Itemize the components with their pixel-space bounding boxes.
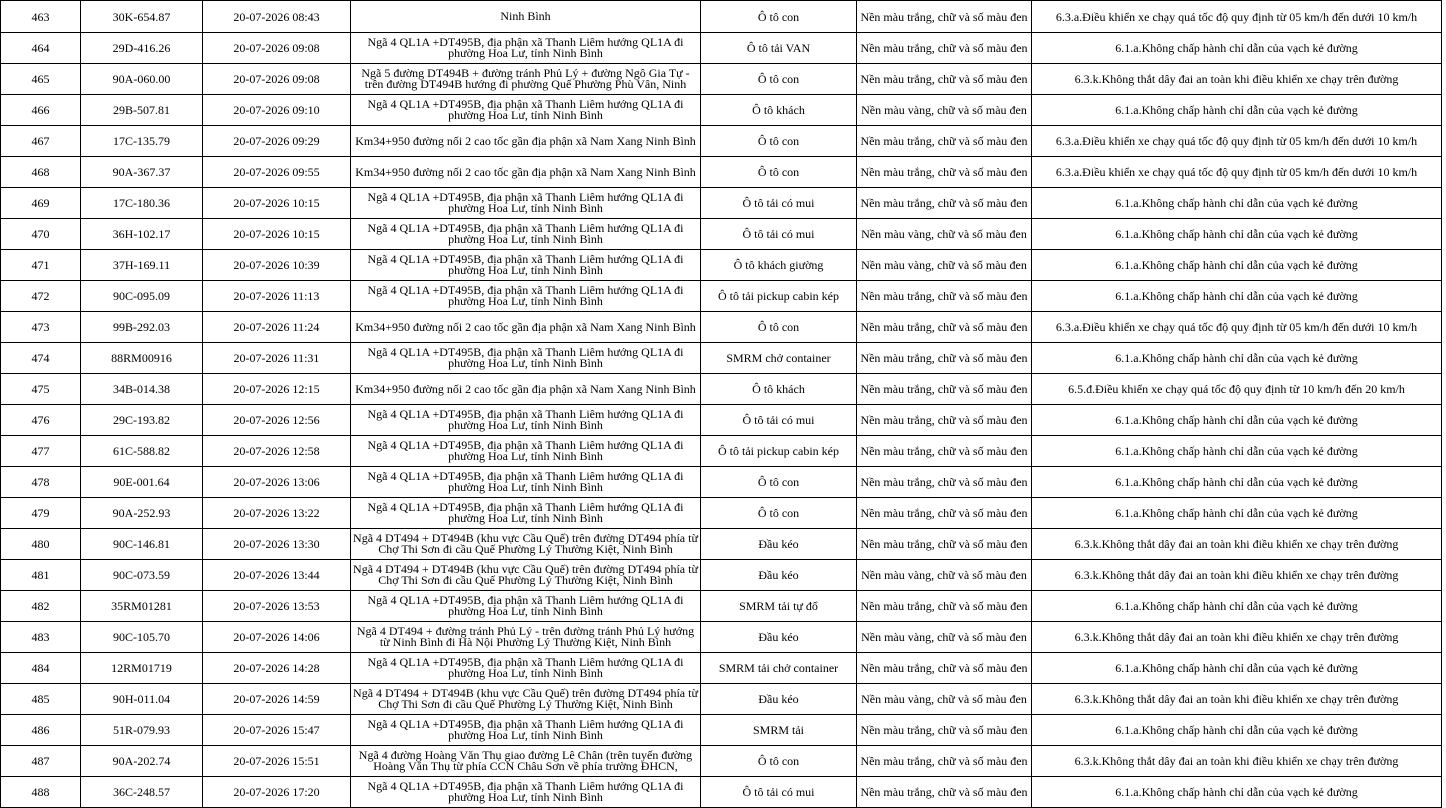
plate-number-cell: 29C-193.82: [81, 405, 203, 436]
row-number-cell: 468: [1, 157, 81, 188]
location-cell: Ngã 4 QL1A +DT495B, địa phận xã Thanh Liêm hướng QL1A đi phường Hoa Lư, tỉnh Ninh Bình: [351, 219, 701, 250]
plate-number-cell: 90A-367.37: [81, 157, 203, 188]
plate-color-cell: Nền màu vàng, chữ và số màu đen: [857, 560, 1032, 591]
violation-cell: 6.1.a.Không chấp hành chỉ dẫn của vạch kẻ đường: [1032, 343, 1442, 374]
violation-cell: 6.3.k.Không thắt dây đai an toàn khi điều khiển xe chạy trên đường: [1032, 684, 1442, 715]
table-row: [1, 281, 1442, 312]
plate-number-cell: 29B-507.81: [81, 95, 203, 126]
row-number-cell: 475: [1, 374, 81, 405]
row-number-cell: 463: [1, 1, 81, 33]
violation-cell: 6.3.k.Không thắt dây đai an toàn khi điều khiển xe chạy trên đường: [1032, 64, 1442, 95]
timestamp-cell: 20-07-2026 15:47: [203, 715, 351, 746]
timestamp-cell: 20-07-2026 13:44: [203, 560, 351, 591]
violation-cell: 6.1.a.Không chấp hành chỉ dẫn của vạch kẻ đường: [1032, 715, 1442, 746]
timestamp-cell: 20-07-2026 11:13: [203, 281, 351, 312]
vehicle-type-cell: Ô tô con: [701, 126, 857, 157]
vehicle-type-cell: Ô tô con: [701, 64, 857, 95]
plate-number-cell: 34B-014.38: [81, 374, 203, 405]
violation-cell: 6.1.a.Không chấp hành chỉ dẫn của vạch kẻ đường: [1032, 405, 1442, 436]
timestamp-cell: 20-07-2026 11:31: [203, 343, 351, 374]
vehicle-type-cell: Ô tô con: [701, 1, 857, 33]
timestamp-cell: 20-07-2026 15:51: [203, 746, 351, 777]
plate-number-cell: 36H-102.17: [81, 219, 203, 250]
timestamp-cell: 20-07-2026 09:55: [203, 157, 351, 188]
violation-cell: 6.1.a.Không chấp hành chỉ dẫn của vạch kẻ đường: [1032, 281, 1442, 312]
table-row: [1, 436, 1442, 467]
violation-cell: 6.1.a.Không chấp hành chỉ dẫn của vạch kẻ đường: [1032, 591, 1442, 622]
table-row: [1, 1, 1442, 33]
table-row: [1, 777, 1442, 808]
table-row: [1, 126, 1442, 157]
vehicle-type-cell: Đầu kéo: [701, 529, 857, 560]
plate-number-cell: 90C-073.59: [81, 560, 203, 591]
table-row: [1, 33, 1442, 64]
plate-color-cell: Nền màu trắng, chữ và số màu đen: [857, 436, 1032, 467]
plate-number-cell: 90A-060.00: [81, 64, 203, 95]
vehicle-type-cell: SMRM chở container: [701, 343, 857, 374]
plate-number-cell: 90C-095.09: [81, 281, 203, 312]
vehicle-type-cell: Đầu kéo: [701, 560, 857, 591]
row-number-cell: 487: [1, 746, 81, 777]
plate-color-cell: Nền màu trắng, chữ và số màu đen: [857, 126, 1032, 157]
plate-color-cell: Nền màu vàng, chữ và số màu đen: [857, 219, 1032, 250]
row-number-cell: 483: [1, 622, 81, 653]
table-row: [1, 374, 1442, 405]
timestamp-cell: 20-07-2026 13:22: [203, 498, 351, 529]
location-cell: Ninh Bình: [351, 1, 701, 33]
plate-number-cell: 36C-248.57: [81, 777, 203, 808]
plate-number-cell: 51R-079.93: [81, 715, 203, 746]
plate-number-cell: 90C-146.81: [81, 529, 203, 560]
row-number-cell: 478: [1, 467, 81, 498]
table-row: [1, 622, 1442, 653]
plate-color-cell: Nền màu trắng, chữ và số màu đen: [857, 591, 1032, 622]
table-row: [1, 653, 1442, 684]
plate-color-cell: Nền màu trắng, chữ và số màu đen: [857, 1, 1032, 33]
violation-table-body: [1, 1, 1442, 808]
violation-cell: 6.3.a.Điều khiển xe chạy quá tốc độ quy định từ 05 km/h đến dưới 10 km/h: [1032, 126, 1442, 157]
vehicle-type-cell: Ô tô tải có mui: [701, 188, 857, 219]
row-number-cell: 474: [1, 343, 81, 374]
plate-number-cell: 35RM01281: [81, 591, 203, 622]
plate-color-cell: Nền màu trắng, chữ và số màu đen: [857, 467, 1032, 498]
table-row: [1, 498, 1442, 529]
violation-cell: 6.3.k.Không thắt dây đai an toàn khi điều khiển xe chạy trên đường: [1032, 560, 1442, 591]
plate-number-cell: 90A-202.74: [81, 746, 203, 777]
plate-number-cell: 61C-588.82: [81, 436, 203, 467]
location-cell: Km34+950 đường nối 2 cao tốc gần địa phận xã Nam Xang Ninh Bình: [351, 312, 701, 343]
row-number-cell: 472: [1, 281, 81, 312]
table-row: [1, 312, 1442, 343]
vehicle-type-cell: Ô tô con: [701, 467, 857, 498]
plate-color-cell: Nền màu trắng, chữ và số màu đen: [857, 653, 1032, 684]
plate-color-cell: Nền màu trắng, chữ và số màu đen: [857, 64, 1032, 95]
plate-color-cell: Nền màu trắng, chữ và số màu đen: [857, 343, 1032, 374]
location-cell: Ngã 4 DT494 + DT494B (khu vực Cầu Quế) trên đường DT494 phía từ Chợ Thi Sơn đi cầu Quế Phường Lý Thường Kiệt, Ninh Bình: [351, 560, 701, 591]
plate-number-cell: 90H-011.04: [81, 684, 203, 715]
table-row: [1, 343, 1442, 374]
plate-color-cell: Nền màu trắng, chữ và số màu đen: [857, 188, 1032, 219]
vehicle-type-cell: Ô tô khách: [701, 95, 857, 126]
location-cell: Ngã 4 DT494 + DT494B (khu vực Cầu Quế) trên đường DT494 phía từ Chợ Thi Sơn đi cầu Quế Phường Lý Thường Kiệt, Ninh Bình: [351, 684, 701, 715]
vehicle-type-cell: Ô tô tải có mui: [701, 405, 857, 436]
location-cell: Ngã 4 QL1A +DT495B, địa phận xã Thanh Liêm hướng QL1A đi phường Hoa Lư, tỉnh Ninh Bình: [351, 281, 701, 312]
vehicle-type-cell: Ô tô khách: [701, 374, 857, 405]
plate-color-cell: Nền màu vàng, chữ và số màu đen: [857, 250, 1032, 281]
violation-cell: 6.3.a.Điều khiển xe chạy quá tốc độ quy định từ 05 km/h đến dưới 10 km/h: [1032, 1, 1442, 33]
vehicle-type-cell: Đầu kéo: [701, 684, 857, 715]
location-cell: Ngã 5 đường DT494B + đường tránh Phủ Lý + đường Ngô Gia Tự - trên đường DT494B hướng đi phường Quế Phường Phù Vân, Ninh: [351, 64, 701, 95]
plate-color-cell: Nền màu vàng, chữ và số màu đen: [857, 684, 1032, 715]
vehicle-type-cell: Ô tô con: [701, 157, 857, 188]
timestamp-cell: 20-07-2026 13:53: [203, 591, 351, 622]
timestamp-cell: 20-07-2026 09:10: [203, 95, 351, 126]
location-cell: Ngã 4 QL1A +DT495B, địa phận xã Thanh Liêm hướng QL1A đi phường Hoa Lư, tỉnh Ninh Bình: [351, 715, 701, 746]
plate-color-cell: Nền màu vàng, chữ và số màu đen: [857, 622, 1032, 653]
row-number-cell: 488: [1, 777, 81, 808]
plate-color-cell: Nền màu trắng, chữ và số màu đen: [857, 777, 1032, 808]
plate-number-cell: 99B-292.03: [81, 312, 203, 343]
violation-cell: 6.3.a.Điều khiển xe chạy quá tốc độ quy định từ 05 km/h đến dưới 10 km/h: [1032, 157, 1442, 188]
timestamp-cell: 20-07-2026 13:06: [203, 467, 351, 498]
plate-number-cell: 90C-105.70: [81, 622, 203, 653]
vehicle-type-cell: Ô tô tải có mui: [701, 777, 857, 808]
plate-color-cell: Nền màu trắng, chữ và số màu đen: [857, 157, 1032, 188]
timestamp-cell: 20-07-2026 14:06: [203, 622, 351, 653]
location-cell: Ngã 4 QL1A +DT495B, địa phận xã Thanh Liêm hướng QL1A đi phường Hoa Lư, tỉnh Ninh Bình: [351, 498, 701, 529]
plate-color-cell: Nền màu trắng, chữ và số màu đen: [857, 405, 1032, 436]
plate-color-cell: Nền màu vàng, chữ và số màu đen: [857, 95, 1032, 126]
violation-cell: 6.3.a.Điều khiển xe chạy quá tốc độ quy định từ 05 km/h đến dưới 10 km/h: [1032, 312, 1442, 343]
plate-number-cell: 17C-180.36: [81, 188, 203, 219]
plate-color-cell: Nền màu trắng, chữ và số màu đen: [857, 33, 1032, 64]
violation-cell: 6.1.a.Không chấp hành chỉ dẫn của vạch kẻ đường: [1032, 498, 1442, 529]
table-row: [1, 560, 1442, 591]
vehicle-type-cell: Ô tô tải pickup cabin kép: [701, 281, 857, 312]
timestamp-cell: 20-07-2026 10:15: [203, 219, 351, 250]
row-number-cell: 485: [1, 684, 81, 715]
timestamp-cell: 20-07-2026 14:28: [203, 653, 351, 684]
location-cell: Ngã 4 QL1A +DT495B, địa phận xã Thanh Liêm hướng QL1A đi phường Hoa Lư, tỉnh Ninh Bình: [351, 250, 701, 281]
location-cell: Ngã 4 QL1A +DT495B, địa phận xã Thanh Liêm hướng QL1A đi phường Hoa Lư, tỉnh Ninh Bình: [351, 777, 701, 808]
plate-number-cell: 12RM01719: [81, 653, 203, 684]
timestamp-cell: 20-07-2026 09:08: [203, 33, 351, 64]
plate-color-cell: Nền màu trắng, chữ và số màu đen: [857, 498, 1032, 529]
location-cell: Km34+950 đường nối 2 cao tốc gần địa phận xã Nam Xang Ninh Bình: [351, 157, 701, 188]
row-number-cell: 477: [1, 436, 81, 467]
timestamp-cell: 20-07-2026 12:58: [203, 436, 351, 467]
vehicle-type-cell: SMRM tải tự đổ: [701, 591, 857, 622]
timestamp-cell: 20-07-2026 17:20: [203, 777, 351, 808]
plate-number-cell: 30K-654.87: [81, 1, 203, 33]
location-cell: Km34+950 đường nối 2 cao tốc gần địa phận xã Nam Xang Ninh Bình: [351, 126, 701, 157]
plate-color-cell: Nền màu trắng, chữ và số màu đen: [857, 374, 1032, 405]
location-cell: Ngã 4 QL1A +DT495B, địa phận xã Thanh Liêm hướng QL1A đi phường Hoa Lư, tỉnh Ninh Bình: [351, 33, 701, 64]
row-number-cell: 479: [1, 498, 81, 529]
location-cell: Ngã 4 đường Hoàng Văn Thụ giao đường Lê Chân (trên tuyến đường Hoàng Văn Thụ từ phía CCN Châu Sơn về phía trường ĐHCN,: [351, 746, 701, 777]
vehicle-type-cell: SMRM tải: [701, 715, 857, 746]
table-row: [1, 467, 1442, 498]
location-cell: Ngã 4 QL1A +DT495B, địa phận xã Thanh Liêm hướng QL1A đi phường Hoa Lư, tỉnh Ninh Bình: [351, 436, 701, 467]
row-number-cell: 466: [1, 95, 81, 126]
timestamp-cell: 20-07-2026 12:15: [203, 374, 351, 405]
violation-cell: 6.1.a.Không chấp hành chỉ dẫn của vạch kẻ đường: [1032, 250, 1442, 281]
row-number-cell: 480: [1, 529, 81, 560]
vehicle-type-cell: SMRM tải chở container: [701, 653, 857, 684]
plate-number-cell: 17C-135.79: [81, 126, 203, 157]
row-number-cell: 469: [1, 188, 81, 219]
timestamp-cell: 20-07-2026 09:29: [203, 126, 351, 157]
timestamp-cell: 20-07-2026 14:59: [203, 684, 351, 715]
violation-cell: 6.3.k.Không thắt dây đai an toàn khi điều khiển xe chạy trên đường: [1032, 746, 1442, 777]
vehicle-type-cell: Ô tô con: [701, 312, 857, 343]
row-number-cell: 482: [1, 591, 81, 622]
row-number-cell: 481: [1, 560, 81, 591]
plate-color-cell: Nền màu trắng, chữ và số màu đen: [857, 312, 1032, 343]
timestamp-cell: 20-07-2026 08:43: [203, 1, 351, 33]
plate-color-cell: Nền màu trắng, chữ và số màu đen: [857, 529, 1032, 560]
table-row: [1, 405, 1442, 436]
vehicle-type-cell: Đầu kéo: [701, 622, 857, 653]
plate-number-cell: 90A-252.93: [81, 498, 203, 529]
table-row: [1, 684, 1442, 715]
table-row: [1, 746, 1442, 777]
vehicle-type-cell: Ô tô tải pickup cabin kép: [701, 436, 857, 467]
violation-cell: 6.1.a.Không chấp hành chỉ dẫn của vạch kẻ đường: [1032, 219, 1442, 250]
location-cell: Ngã 4 DT494 + đường tránh Phủ Lý - trên đường tránh Phủ Lý hướng từ Ninh Bình đi Hà Nội Phường Lý Thường Kiệt, Ninh Bình: [351, 622, 701, 653]
location-cell: Ngã 4 QL1A +DT495B, địa phận xã Thanh Liêm hướng QL1A đi phường Hoa Lư, tỉnh Ninh Bình: [351, 467, 701, 498]
plate-number-cell: 90E-001.64: [81, 467, 203, 498]
plate-color-cell: Nền màu trắng, chữ và số màu đen: [857, 715, 1032, 746]
timestamp-cell: 20-07-2026 10:39: [203, 250, 351, 281]
table-row: [1, 715, 1442, 746]
timestamp-cell: 20-07-2026 13:30: [203, 529, 351, 560]
location-cell: Ngã 4 DT494 + DT494B (khu vực Cầu Quế) trên đường DT494 phía từ Chợ Thi Sơn đi cầu Quế Phường Lý Thường Kiệt, Ninh Bình: [351, 529, 701, 560]
location-cell: Ngã 4 QL1A +DT495B, địa phận xã Thanh Liêm hướng QL1A đi phường Hoa Lư, tỉnh Ninh Bình: [351, 343, 701, 374]
row-number-cell: 476: [1, 405, 81, 436]
violation-cell: 6.1.a.Không chấp hành chỉ dẫn của vạch kẻ đường: [1032, 188, 1442, 219]
violation-cell: 6.5.đ.Điều khiển xe chạy quá tốc độ quy định từ 10 km/h đến 20 km/h: [1032, 374, 1442, 405]
location-cell: Ngã 4 QL1A +DT495B, địa phận xã Thanh Liêm hướng QL1A đi phường Hoa Lư, tỉnh Ninh Bình: [351, 188, 701, 219]
violation-cell: 6.1.a.Không chấp hành chỉ dẫn của vạch kẻ đường: [1032, 33, 1442, 64]
plate-number-cell: 88RM00916: [81, 343, 203, 374]
violation-cell: 6.1.a.Không chấp hành chỉ dẫn của vạch kẻ đường: [1032, 653, 1442, 684]
plate-number-cell: 37H-169.11: [81, 250, 203, 281]
violation-cell: 6.1.a.Không chấp hành chỉ dẫn của vạch kẻ đường: [1032, 777, 1442, 808]
row-number-cell: 464: [1, 33, 81, 64]
table-row: [1, 591, 1442, 622]
location-cell: Ngã 4 QL1A +DT495B, địa phận xã Thanh Liêm hướng QL1A đi phường Hoa Lư, tỉnh Ninh Bình: [351, 591, 701, 622]
timestamp-cell: 20-07-2026 09:08: [203, 64, 351, 95]
plate-number-cell: 29D-416.26: [81, 33, 203, 64]
vehicle-type-cell: Ô tô khách giường: [701, 250, 857, 281]
vehicle-type-cell: Ô tô tải có mui: [701, 219, 857, 250]
row-number-cell: 473: [1, 312, 81, 343]
timestamp-cell: 20-07-2026 11:24: [203, 312, 351, 343]
timestamp-cell: 20-07-2026 10:15: [203, 188, 351, 219]
table-row: [1, 219, 1442, 250]
vehicle-type-cell: Ô tô con: [701, 498, 857, 529]
plate-color-cell: Nền màu trắng, chữ và số màu đen: [857, 746, 1032, 777]
location-cell: Ngã 4 QL1A +DT495B, địa phận xã Thanh Liêm hướng QL1A đi phường Hoa Lư, tỉnh Ninh Bình: [351, 653, 701, 684]
table-row: [1, 64, 1442, 95]
table-row: [1, 95, 1442, 126]
violation-cell: 6.3.k.Không thắt dây đai an toàn khi điều khiển xe chạy trên đường: [1032, 622, 1442, 653]
vehicle-type-cell: Ô tô tải VAN: [701, 33, 857, 64]
table-row: [1, 188, 1442, 219]
violation-cell: 6.1.a.Không chấp hành chỉ dẫn của vạch kẻ đường: [1032, 467, 1442, 498]
table-row: [1, 157, 1442, 188]
timestamp-cell: 20-07-2026 12:56: [203, 405, 351, 436]
violation-cell: 6.3.k.Không thắt dây đai an toàn khi điều khiển xe chạy trên đường: [1032, 529, 1442, 560]
location-cell: Km34+950 đường nối 2 cao tốc gần địa phận xã Nam Xang Ninh Bình: [351, 374, 701, 405]
row-number-cell: 471: [1, 250, 81, 281]
vehicle-type-cell: Ô tô con: [701, 746, 857, 777]
table-row: [1, 529, 1442, 560]
violation-cell: 6.1.a.Không chấp hành chỉ dẫn của vạch kẻ đường: [1032, 95, 1442, 126]
location-cell: Ngã 4 QL1A +DT495B, địa phận xã Thanh Liêm hướng QL1A đi phường Hoa Lư, tỉnh Ninh Bình: [351, 95, 701, 126]
row-number-cell: 484: [1, 653, 81, 684]
table-row: [1, 250, 1442, 281]
row-number-cell: 465: [1, 64, 81, 95]
location-cell: Ngã 4 QL1A +DT495B, địa phận xã Thanh Liêm hướng QL1A đi phường Hoa Lư, tỉnh Ninh Bình: [351, 405, 701, 436]
violation-cell: 6.1.a.Không chấp hành chỉ dẫn của vạch kẻ đường: [1032, 436, 1442, 467]
row-number-cell: 470: [1, 219, 81, 250]
row-number-cell: 467: [1, 126, 81, 157]
row-number-cell: 486: [1, 715, 81, 746]
plate-color-cell: Nền màu trắng, chữ và số màu đen: [857, 281, 1032, 312]
